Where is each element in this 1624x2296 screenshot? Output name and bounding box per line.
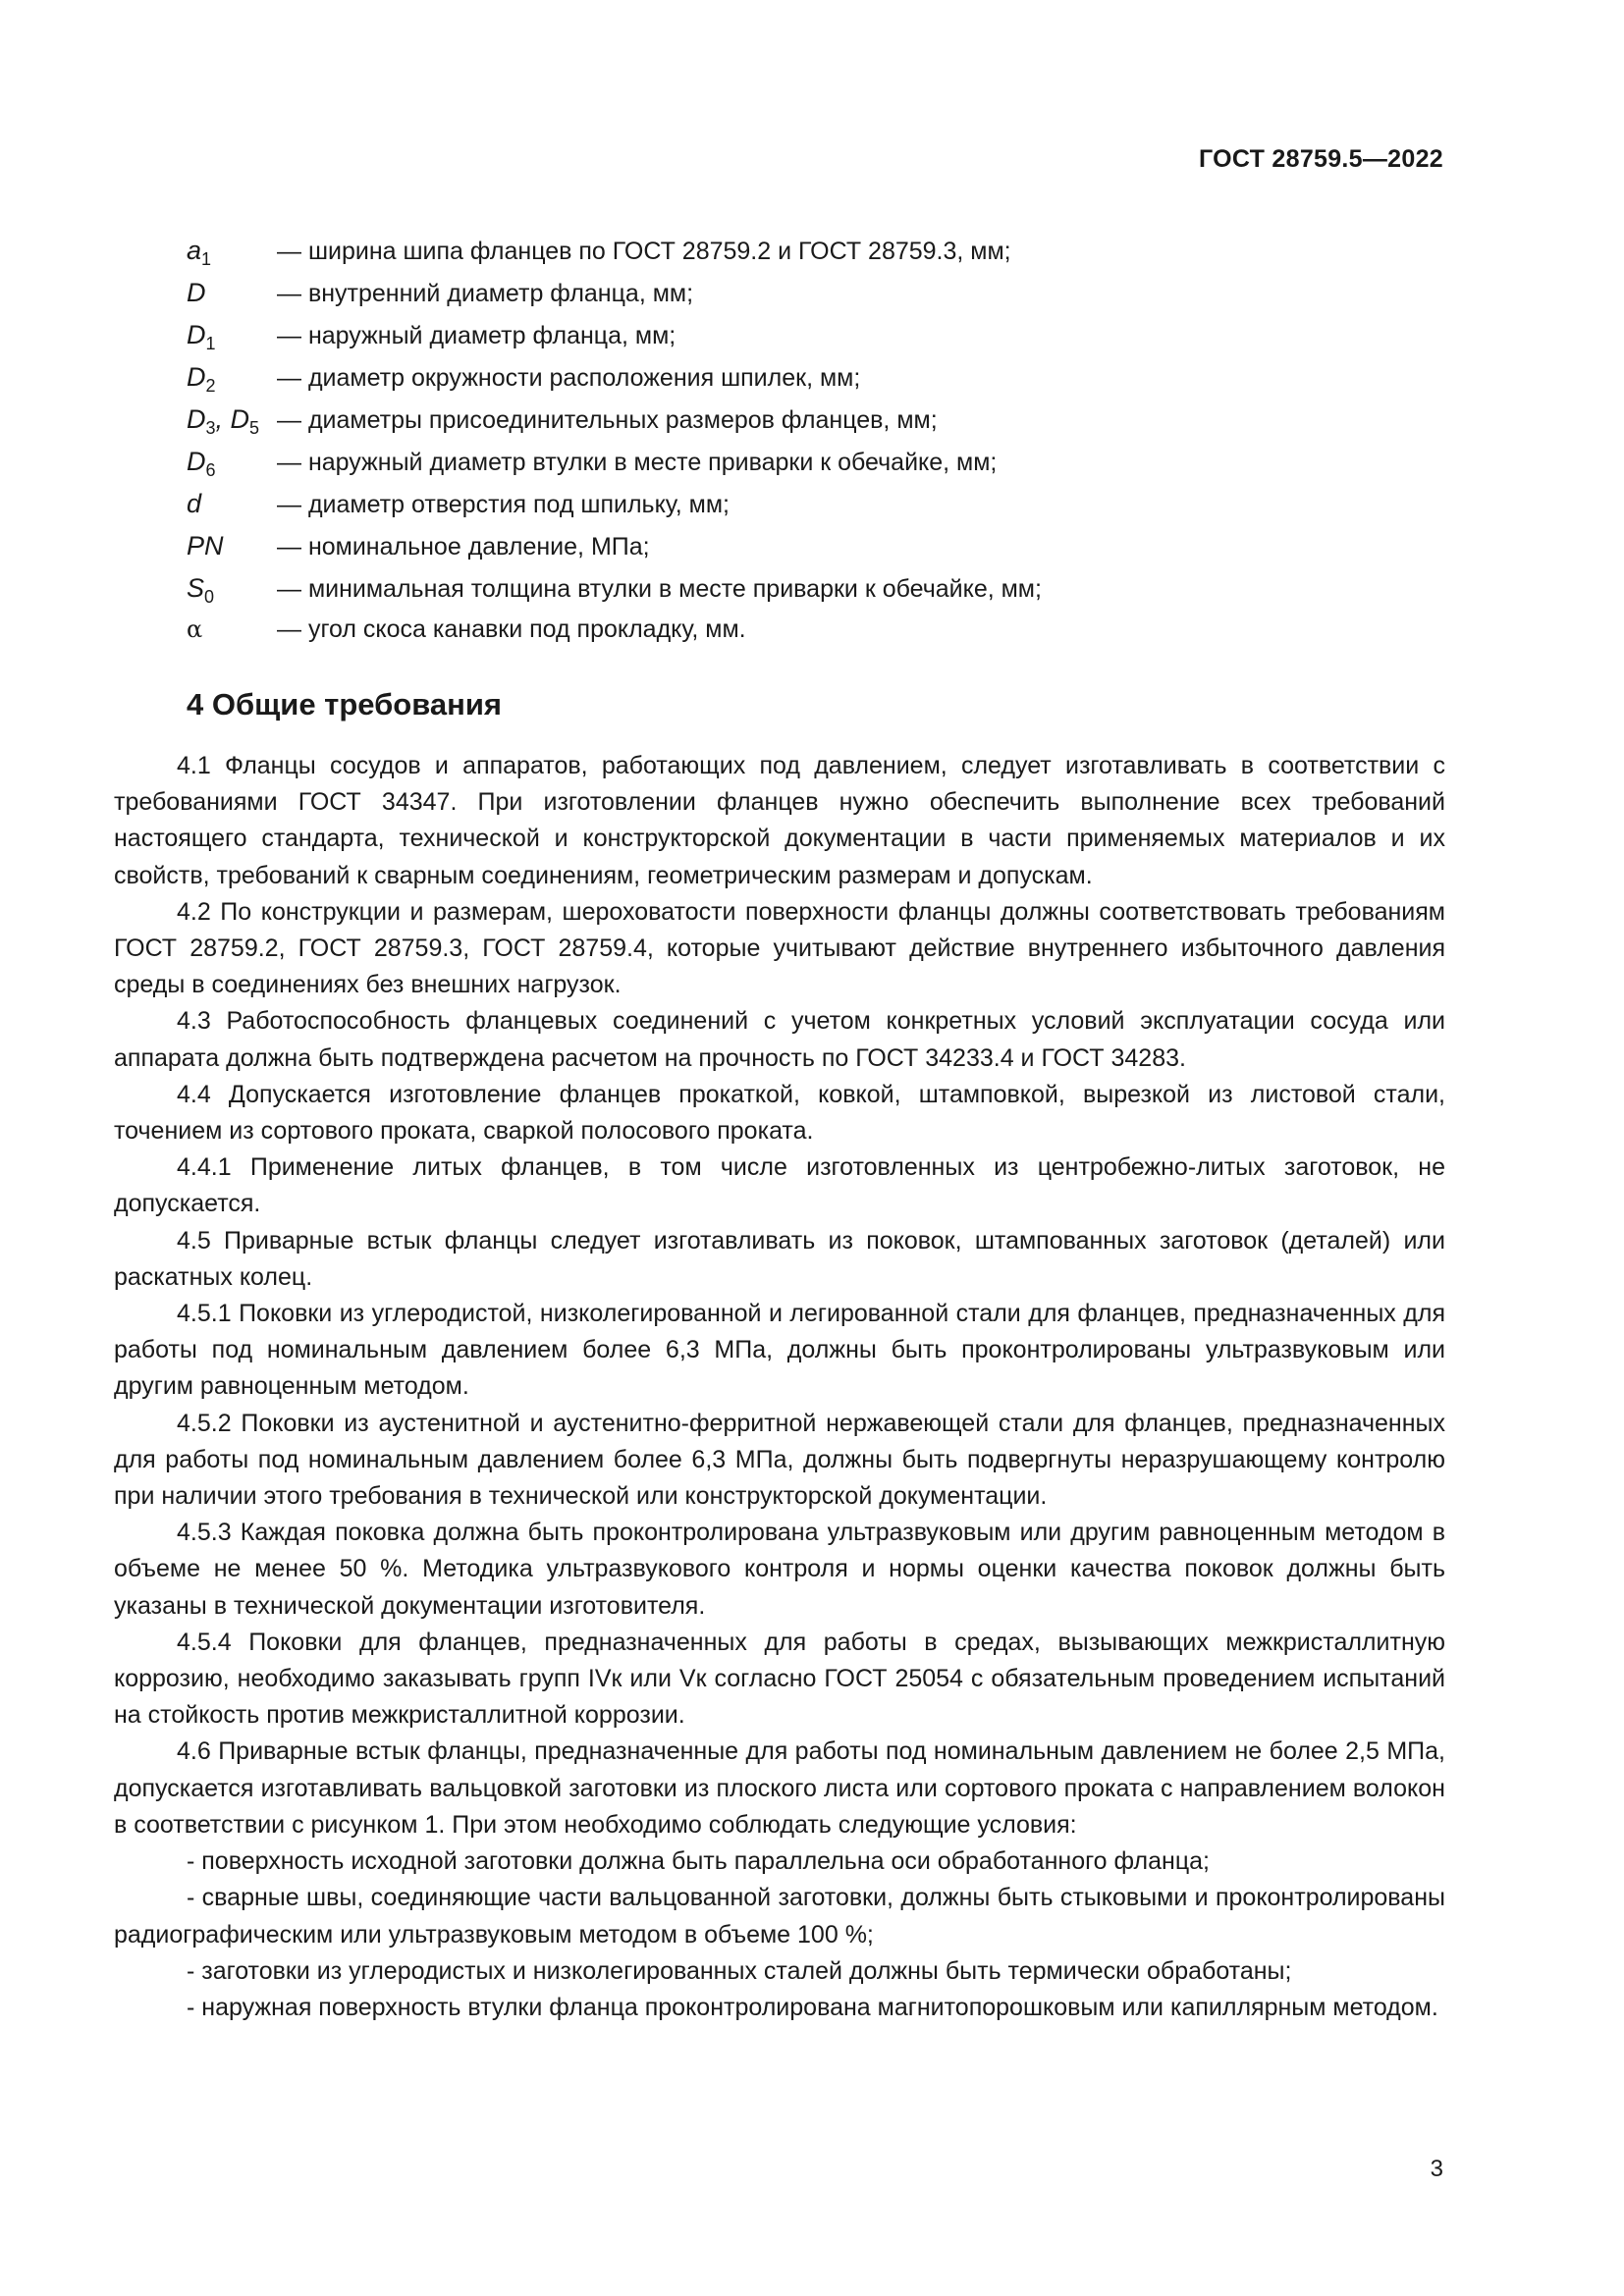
- symbol-row: [187, 615, 1443, 658]
- symbol-name: $D_3$, $D_5$: [187, 404, 260, 438]
- symbol-name: D: [187, 278, 206, 307]
- paragraph: 4.1 Фланцы сосудов и аппаратов, работающих под давлением, следует изготавливать в соответствии с требованиями ГОСТ 34347. При изготовлении фланцев нужно обеспечить выполнение всех требований настоящего стандарта, технической и конструкторской документации в части применяемых материалов и их свойств, требований к сварным соединениям, геометрическим размерам и допускам.: [114, 752, 1445, 889]
- symbol-description: — минимальная толщина втулки в месте приварки к обечайке, мм;: [277, 575, 1042, 603]
- symbol-name: $S_0$: [187, 573, 215, 607]
- symbol-row: [187, 362, 1443, 404]
- paragraph: 4.5 Приварные встык фланцы следует изготавливать из поковок, штампованных заготовок (деталей) или раскатных колец.: [114, 1226, 1445, 1291]
- paragraph: 4.4.1 Применение литых фланцев, в том числе изготовленных из центробежно-литых заготовок, не допускается.: [114, 1153, 1445, 1218]
- symbol-name: $D_1$: [187, 320, 216, 353]
- symbol-description: — угол скоса канавки под прокладку, мм.: [277, 615, 746, 643]
- paragraph: 4.5.1 Поковки из углеродистой, низколегированной и легированной стали для фланцев, предназначенных для работы под номинальным давлением более 6,3 МПа, должны быть проконтролированы ультразвуковым или другим равноценным методом.: [114, 1300, 1445, 1401]
- symbol-description: — диаметры присоединительных размеров фланцев, мм;: [277, 406, 938, 434]
- symbol-name: $D_2$: [187, 362, 216, 396]
- paragraph: 4.5.4 Поковки для фланцев, предназначенных для работы в средах, вызывающих межкристаллитную коррозию, необходимо заказывать групп IVк или Vк согласно ГОСТ 25054 с обязательным проведением испытаний на стойкость против межкристаллитной коррозии.: [114, 1628, 1445, 1730]
- list-item: - заготовки из углеродистых и низколегированных сталей должны быть термически обработаны;: [187, 1956, 1292, 1985]
- paragraph: 4.2 По конструкции и размерам, шероховатости поверхности фланцы должны соответствовать требованиям ГОСТ 28759.2, ГОСТ 28759.3, ГОСТ 28759.4, которые учитывают действие внутреннего избыточного давления среды в соединениях без внешних нагрузок.: [114, 897, 1445, 999]
- list-item: - поверхность исходной заготовки должна быть параллельна оси обработанного фланца;: [187, 1847, 1211, 1876]
- symbol-name: PN: [187, 531, 224, 561]
- symbol-row: [187, 236, 1443, 278]
- symbol-row: [187, 531, 1443, 573]
- page-number: 3: [1430, 2156, 1443, 2182]
- symbol-description: — диаметр отверстия под шпильку, мм;: [277, 491, 730, 518]
- paragraph: 4.5.3 Каждая поковка должна быть проконтролирована ультразвуковым или другим равноценным методом в объеме не менее 50 %. Методика ультразвукового контроля и нормы оценки качества поковок должны быть указаны в технической документации изготовителя.: [114, 1519, 1445, 1620]
- symbol-row: [187, 278, 1443, 320]
- symbol-name: $a_1$: [187, 236, 212, 269]
- section-title: 4 Общие требования: [187, 687, 502, 721]
- symbol-description: — ширина шипа фланцев по ГОСТ 28759.2 и ГОСТ 28759.3, мм;: [277, 238, 1011, 265]
- symbol-name: $D_6$: [187, 447, 216, 480]
- list-item: - наружная поверхность втулки фланца проконтролирована магнитопорошковым или капиллярным методом.: [187, 1993, 1438, 2021]
- symbol-description: — наружный диаметр фланца, мм;: [277, 322, 677, 349]
- paragraph: 4.3 Работоспособность фланцевых соединений с учетом конкретных условий эксплуатации сосуда или аппарата должна быть подтверждена расчетом на прочность по ГОСТ 34233.4 и ГОСТ 34283.: [114, 1007, 1445, 1072]
- symbol-name: d: [187, 489, 202, 518]
- symbol-row: [187, 573, 1443, 615]
- list-item: - сварные швы, соединяющие части вальцованной заготовки, должны быть стыковыми и проконтролированы радиографическим или ультразвуковым методом в объеме 100 %;: [114, 1884, 1445, 1949]
- symbol-description: — внутренний диаметр фланца, мм;: [277, 280, 694, 307]
- section-body: [114, 748, 1445, 2026]
- paragraph: 4.6 Приварные встык фланцы, предназначенные для работы под номинальным давлением не более 2,5 МПа, допускается изготавливать вальцовкой заготовки из плоского листа или сортового проката с направлением волокон в соответствии с рисунком 1. При этом необходимо соблюдать следующие условия:: [114, 1737, 1445, 1839]
- symbol-row: [187, 404, 1443, 447]
- symbol-description: — номинальное давление, МПа;: [277, 533, 650, 561]
- paragraph: 4.4 Допускается изготовление фланцев прокаткой, ковкой, штамповкой, вырезкой из листовой стали, точением из сортового проката, сваркой полосового проката.: [114, 1080, 1445, 1146]
- document-header: ГОСТ 28759.5—2022: [1198, 145, 1443, 173]
- symbol-name: α: [187, 615, 203, 643]
- symbol-row: [187, 489, 1443, 531]
- symbol-description: — наружный диаметр втулки в месте приварки к обечайке, мм;: [277, 449, 998, 476]
- paragraph: 4.5.2 Поковки из аустенитной и аустенитно-ферритной нержавеющей стали для фланцев, предназначенных для работы под номинальным давлением более 6,3 МПа, должны быть подвергнуты неразрушающему контролю при наличии этого требования в технической или конструкторской документации.: [114, 1409, 1445, 1511]
- symbol-row: [187, 447, 1443, 489]
- symbol-description: — диаметр окружности расположения шпилек, мм;: [277, 364, 861, 392]
- symbol-row: [187, 320, 1443, 362]
- symbol-list: [187, 236, 1443, 658]
